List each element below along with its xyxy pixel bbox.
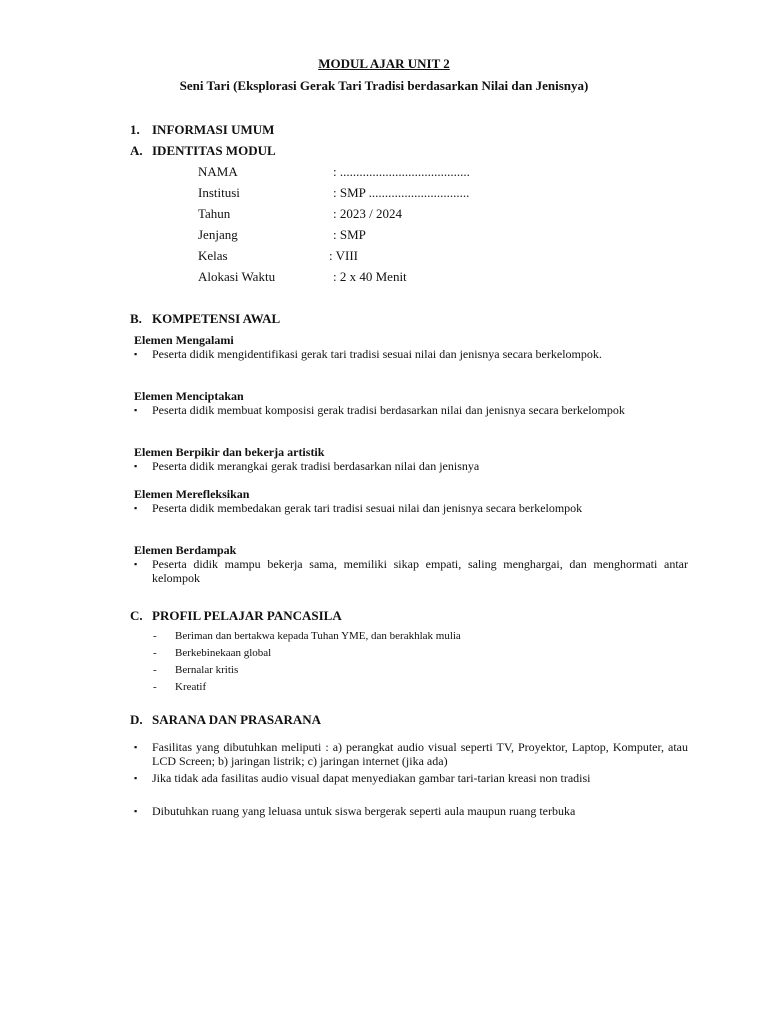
bullet-marker: ▪ bbox=[134, 742, 138, 752]
field-value-jenjang: : SMP bbox=[333, 227, 366, 242]
field-label-tahun: Tahun bbox=[198, 206, 231, 221]
document-title: MODUL AJAR UNIT 2 bbox=[318, 56, 450, 71]
element-title-merefleksikan: Elemen Merefleksikan bbox=[134, 487, 250, 501]
field-value-kelas: : VIII bbox=[329, 248, 359, 263]
dash-marker: - bbox=[153, 630, 157, 642]
bullet-marker: ▪ bbox=[134, 806, 138, 816]
profile-item-text: Beriman dan bertakwa kepada Tuhan YME, dan berakhlak mulia bbox=[175, 630, 461, 642]
facility-item bbox=[134, 804, 688, 818]
profile-item-text: Bernalar kritis bbox=[175, 664, 239, 676]
field-label-kelas: Kelas bbox=[198, 248, 228, 263]
dash-marker: - bbox=[153, 664, 157, 676]
profile-item bbox=[153, 681, 206, 693]
element-title-berpikir-artistik: Elemen Berpikir dan bekerja artistik bbox=[134, 445, 325, 459]
section-c-title: PROFIL PELAJAR PANCASILA bbox=[152, 608, 342, 623]
dash-marker: - bbox=[153, 647, 157, 659]
bullet-item-mengalami bbox=[134, 347, 688, 361]
bullet-marker: ▪ bbox=[134, 503, 138, 513]
bullet-text: Jika tidak ada fasilitas audio visual dapat menyediakan gambar tari-tarian kreasi non tradisi bbox=[152, 771, 591, 785]
bullet-marker: ▪ bbox=[134, 559, 138, 569]
bullet-text: Fasilitas yang dibutuhkan meliputi : a) perangkat audio visual seperti TV, Proyektor, Laptop, Komputer, atau LCD Screen; b) jaringan listrik; c) jaringan internet (jika ada) bbox=[152, 740, 688, 768]
profile-item bbox=[153, 664, 238, 676]
bullet-text: Peserta didik mampu bekerja sama, memiliki sikap empati, saling menghargai, dan menghormati antar kelompok bbox=[152, 557, 688, 585]
profile-item bbox=[153, 647, 271, 659]
section-b-heading bbox=[130, 311, 280, 327]
bullet-marker: ▪ bbox=[134, 773, 138, 783]
bullet-marker: ▪ bbox=[134, 405, 138, 415]
section-b-title: KOMPETENSI AWAL bbox=[152, 311, 281, 326]
section-b-number: B. bbox=[130, 311, 142, 326]
facility-item bbox=[134, 740, 688, 768]
facility-item bbox=[134, 771, 688, 785]
section-d-heading bbox=[130, 712, 321, 728]
bullet-item-berdampak bbox=[134, 557, 688, 585]
field-value-tahun: : 2023 / 2024 bbox=[333, 206, 402, 221]
profile-item-text: Kreatif bbox=[175, 681, 207, 693]
bullet-text: Peserta didik mengidentifikasi gerak tari tradisi sesuai nilai dan jenisnya secara berkelompok. bbox=[152, 347, 602, 361]
bullet-text: Peserta didik membuat komposisi gerak tradisi berdasarkan nilai dan jenisnya secara berkelompok bbox=[152, 403, 625, 417]
bullet-text: Peserta didik merangkai gerak tradisi berdasarkan nilai dan jenisnya bbox=[152, 459, 480, 473]
section-1-number: 1. bbox=[130, 122, 140, 137]
section-c-number: C. bbox=[130, 608, 143, 623]
bullet-text: Peserta didik membedakan gerak tari tradisi sesuai nilai dan jenisnya secara berkelompok bbox=[152, 501, 583, 515]
element-title-menciptakan: Elemen Menciptakan bbox=[134, 389, 244, 403]
profile-item-text: Berkebinekaan global bbox=[175, 647, 272, 659]
bullet-marker: ▪ bbox=[134, 349, 138, 359]
section-a-number: A. bbox=[130, 143, 143, 158]
bullet-marker: ▪ bbox=[134, 461, 138, 471]
bullet-item-menciptakan bbox=[134, 403, 688, 417]
section-1-heading bbox=[130, 122, 274, 138]
field-value-alokasi-waktu: : 2 x 40 Menit bbox=[333, 269, 407, 284]
profile-item bbox=[153, 630, 461, 642]
element-title-mengalami: Elemen Mengalami bbox=[134, 333, 234, 347]
field-value-institusi: : SMP ............................... bbox=[333, 185, 470, 200]
field-label-nama: NAMA bbox=[198, 164, 238, 179]
section-d-title: SARANA DAN PRASARANA bbox=[152, 712, 322, 727]
bullet-text: Dibutuhkan ruang yang leluasa untuk siswa bergerak seperti aula maupun ruang terbuka bbox=[152, 804, 576, 818]
bullet-item-berpikir-artistik bbox=[134, 459, 688, 473]
dash-marker: - bbox=[153, 681, 157, 693]
section-a-heading bbox=[130, 143, 276, 159]
section-1-title: INFORMASI UMUM bbox=[152, 122, 275, 137]
document-subtitle: Seni Tari (Eksplorasi Gerak Tari Tradisi berdasarkan Nilai dan Jenisnya) bbox=[179, 78, 589, 93]
field-label-institusi: Institusi bbox=[198, 185, 240, 200]
field-label-jenjang: Jenjang bbox=[198, 227, 238, 242]
element-title-berdampak: Elemen Berdampak bbox=[134, 543, 237, 557]
field-value-nama: : ........................................ bbox=[333, 164, 470, 179]
section-d-number: D. bbox=[130, 712, 143, 727]
bullet-item-merefleksikan bbox=[134, 501, 688, 515]
section-c-heading bbox=[130, 608, 342, 624]
section-a-title: IDENTITAS MODUL bbox=[152, 143, 276, 158]
field-label-alokasi-waktu: Alokasi Waktu bbox=[198, 269, 276, 284]
